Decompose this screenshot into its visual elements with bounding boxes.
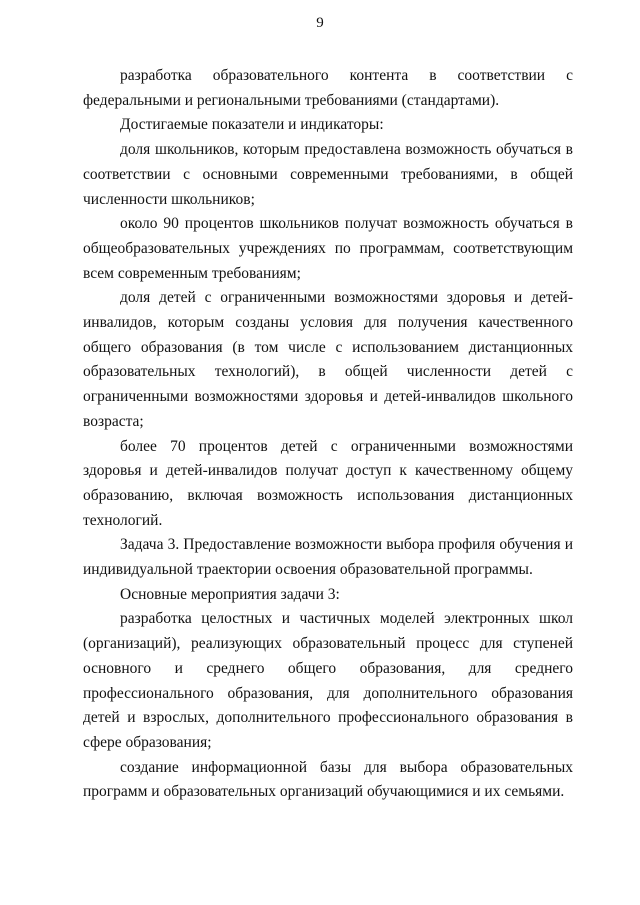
paragraph-task-3-measures-heading: Основные мероприятия задачи 3: xyxy=(120,585,340,603)
document-body xyxy=(83,64,573,805)
paragraph-electronic-schools: разработка целостных и частичных моделей электронных школ (организаций), реализующих образовательный процесс для ступеней основного и среднего общего образования, для среднего профессионального образования, для дополнительного образования детей и взрослых, дополнительного профессионального образования в сфере образования; xyxy=(83,610,573,751)
paragraph-task-3: Задача 3. Предоставление возможности выбора профиля обучения и индивидуальной траектории освоения образовательной программы. xyxy=(83,536,573,579)
paragraph-content-development: разработка образовательного контента в соответствии с федеральными и региональными требованиями (стандартами). xyxy=(83,67,573,109)
paragraph-ninety-percent: около 90 процентов школьников получат возможность обучаться в общеобразовательных учреждениях по программам, соответствующим всем современным требованиям; xyxy=(83,215,573,282)
paragraph-indicators-heading: Достигаемые показатели и индикаторы: xyxy=(120,116,384,134)
paragraph-disabled-children-share: доля детей с ограниченными возможностями здоровья и детей-инвалидов, которым созданы условия для получения качественного общего образования (в том числе с использованием дистанционных образовательных технологий), в общей численности детей с ограниченными возможностями здоровья и детей-инвалидов школьного возраста; xyxy=(83,289,573,430)
paragraph-information-base: создание информационной базы для выбора образовательных программ и образовательных организаций обучающимися и их семьями. xyxy=(83,758,573,801)
paragraph-students-share: доля школьников, которым предоставлена возможность обучаться в соответствии с основными современными требованиями, в общей численности школьников; xyxy=(83,141,573,208)
paragraph-seventy-percent: более 70 процентов детей с ограниченными возможностями здоровья и детей-инвалидов получат доступ к качественному общему образованию, включая возможность использования дистанционных технологий. xyxy=(83,437,573,529)
page-number: 9 xyxy=(316,15,324,31)
